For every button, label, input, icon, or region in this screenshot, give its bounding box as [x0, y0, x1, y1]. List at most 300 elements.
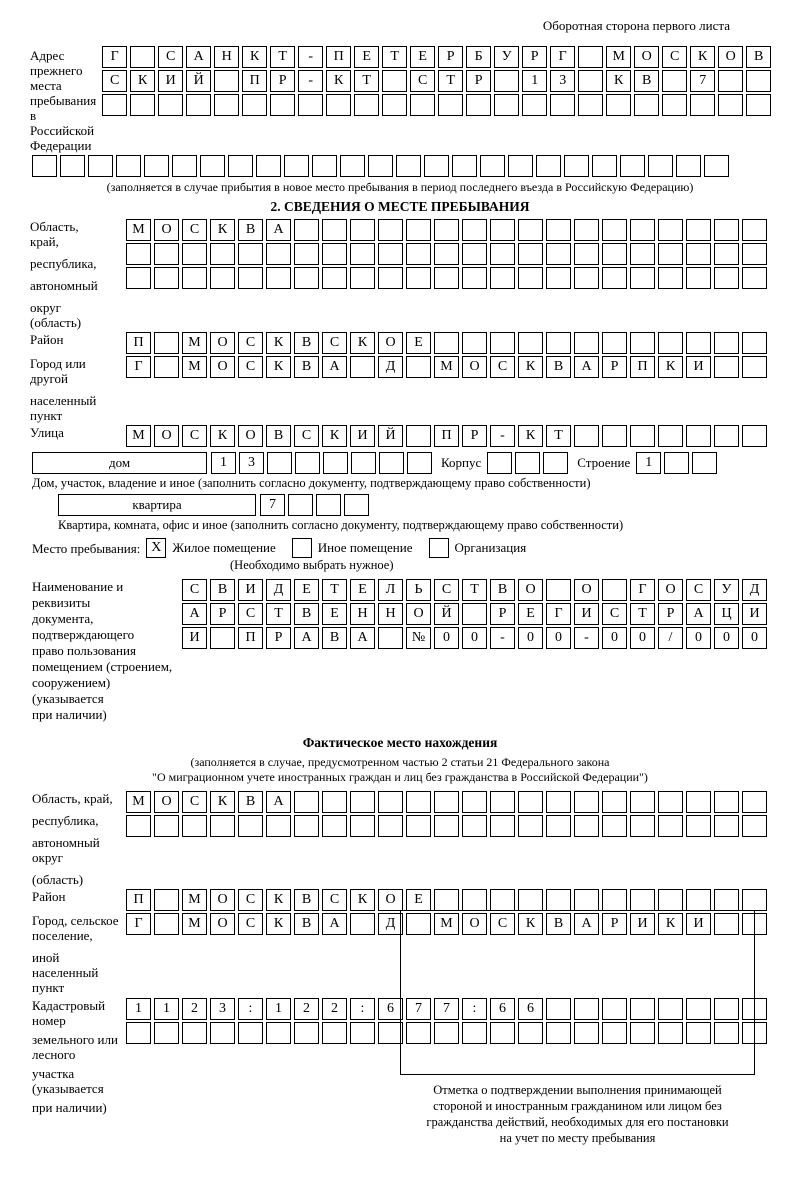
cell[interactable] [578, 46, 603, 68]
cell[interactable]: К [518, 356, 543, 378]
cell[interactable] [406, 219, 431, 241]
cell[interactable] [344, 494, 369, 516]
place-type-checkbox-other[interactable] [292, 538, 312, 558]
cell[interactable] [742, 356, 767, 378]
cell[interactable] [742, 425, 767, 447]
cell[interactable]: О [518, 579, 543, 601]
cell[interactable] [662, 94, 687, 116]
cell[interactable] [288, 494, 313, 516]
cell[interactable] [620, 155, 645, 177]
cell[interactable] [602, 889, 627, 911]
cell[interactable] [102, 94, 127, 116]
cell[interactable] [658, 267, 683, 289]
cell[interactable]: О [658, 579, 683, 601]
cell[interactable] [154, 913, 179, 935]
cell[interactable]: - [298, 70, 323, 92]
cell[interactable] [238, 267, 263, 289]
cell[interactable] [574, 425, 599, 447]
cell[interactable]: 1 [126, 998, 151, 1020]
cell[interactable] [550, 94, 575, 116]
cell[interactable]: Р [522, 46, 547, 68]
cell[interactable] [434, 219, 459, 241]
cell[interactable]: К [690, 46, 715, 68]
cell[interactable] [316, 494, 341, 516]
cell[interactable]: Т [630, 603, 655, 625]
cell[interactable]: Е [354, 46, 379, 68]
cell[interactable] [686, 815, 711, 837]
cell[interactable]: 7 [260, 494, 285, 516]
cell[interactable]: С [434, 579, 459, 601]
cell[interactable] [664, 452, 689, 474]
cell[interactable] [658, 219, 683, 241]
cell[interactable]: С [182, 791, 207, 813]
cell[interactable]: К [518, 913, 543, 935]
cell[interactable]: А [266, 791, 291, 813]
cell[interactable] [518, 332, 543, 354]
cell[interactable] [630, 791, 655, 813]
cell[interactable]: К [658, 913, 683, 935]
cell[interactable]: : [350, 998, 375, 1020]
cell[interactable]: В [322, 627, 347, 649]
cell[interactable]: : [238, 998, 263, 1020]
cell[interactable]: И [686, 913, 711, 935]
cell[interactable] [574, 243, 599, 265]
cell[interactable]: Н [350, 603, 375, 625]
cell[interactable] [182, 1022, 207, 1044]
cell[interactable] [242, 94, 267, 116]
cell[interactable]: Т [354, 70, 379, 92]
cell[interactable]: С [238, 332, 263, 354]
cell[interactable] [462, 267, 487, 289]
cell[interactable]: К [606, 70, 631, 92]
cell[interactable]: К [658, 356, 683, 378]
cell[interactable] [182, 267, 207, 289]
cell[interactable]: О [154, 791, 179, 813]
cell[interactable] [690, 94, 715, 116]
cell[interactable] [648, 155, 673, 177]
cell[interactable]: Р [602, 356, 627, 378]
cell[interactable] [742, 332, 767, 354]
cell[interactable] [494, 70, 519, 92]
cell[interactable]: М [606, 46, 631, 68]
cell[interactable]: 1 [154, 998, 179, 1020]
cell[interactable] [462, 815, 487, 837]
cell[interactable]: В [294, 356, 319, 378]
cell[interactable] [294, 815, 319, 837]
cell[interactable] [546, 815, 571, 837]
cell[interactable] [662, 70, 687, 92]
cell[interactable]: С [102, 70, 127, 92]
cell[interactable] [630, 425, 655, 447]
cell[interactable]: Т [546, 425, 571, 447]
cell[interactable] [322, 791, 347, 813]
cell[interactable]: В [546, 913, 571, 935]
cell[interactable]: И [158, 70, 183, 92]
cell[interactable]: П [434, 425, 459, 447]
cell[interactable] [294, 219, 319, 241]
cell[interactable] [452, 155, 477, 177]
cell[interactable]: С [182, 219, 207, 241]
cell[interactable] [546, 889, 571, 911]
cell[interactable] [686, 791, 711, 813]
cell[interactable]: Р [266, 627, 291, 649]
place-type-checkbox-residential[interactable]: X [146, 538, 166, 558]
place-type-checkbox-organization[interactable] [429, 538, 449, 558]
cell[interactable] [322, 1022, 347, 1044]
cell[interactable]: О [378, 889, 403, 911]
cell[interactable]: - [490, 425, 515, 447]
cell[interactable] [154, 267, 179, 289]
cell[interactable] [267, 452, 292, 474]
cell[interactable]: Г [102, 46, 127, 68]
cell[interactable]: С [662, 46, 687, 68]
cell[interactable]: М [182, 356, 207, 378]
cell[interactable]: К [322, 425, 347, 447]
cell[interactable] [602, 791, 627, 813]
cell[interactable] [266, 267, 291, 289]
cell[interactable]: П [326, 46, 351, 68]
cell[interactable]: К [210, 791, 235, 813]
cell[interactable] [462, 603, 487, 625]
cell[interactable]: Д [742, 579, 767, 601]
cell[interactable] [546, 791, 571, 813]
cell[interactable] [630, 267, 655, 289]
cell[interactable] [543, 452, 568, 474]
cell[interactable] [312, 155, 337, 177]
cell[interactable]: Д [378, 913, 403, 935]
cell[interactable] [658, 332, 683, 354]
cell[interactable]: Т [270, 46, 295, 68]
cell[interactable] [210, 815, 235, 837]
cell[interactable]: 1 [636, 452, 661, 474]
cell[interactable] [574, 889, 599, 911]
cell[interactable] [406, 815, 431, 837]
cell[interactable] [490, 889, 515, 911]
cell[interactable] [686, 243, 711, 265]
cell[interactable] [158, 94, 183, 116]
cell[interactable] [515, 452, 540, 474]
cell[interactable]: 0 [686, 627, 711, 649]
cell[interactable]: К [210, 219, 235, 241]
cell[interactable]: С [182, 425, 207, 447]
cell[interactable] [746, 70, 771, 92]
cell[interactable]: Б [466, 46, 491, 68]
cell[interactable]: С [686, 579, 711, 601]
cell[interactable]: М [182, 332, 207, 354]
cell[interactable] [154, 815, 179, 837]
cell[interactable] [490, 815, 515, 837]
cell[interactable] [350, 1022, 375, 1044]
cell[interactable] [210, 1022, 235, 1044]
cell[interactable] [326, 94, 351, 116]
cell[interactable] [742, 267, 767, 289]
cell[interactable] [354, 94, 379, 116]
cell[interactable]: 7 [406, 998, 431, 1020]
cell[interactable] [382, 94, 407, 116]
cell[interactable]: П [238, 627, 263, 649]
cell[interactable]: Т [462, 579, 487, 601]
cell[interactable]: У [494, 46, 519, 68]
stamp-box[interactable] [400, 910, 755, 1075]
cell[interactable]: М [182, 913, 207, 935]
cell[interactable]: С [158, 46, 183, 68]
cell[interactable]: Р [210, 603, 235, 625]
cell[interactable] [658, 425, 683, 447]
cell[interactable] [686, 219, 711, 241]
cell[interactable]: Г [630, 579, 655, 601]
cell[interactable]: М [126, 425, 151, 447]
cell[interactable] [378, 267, 403, 289]
cell[interactable] [172, 155, 197, 177]
cell[interactable] [266, 1022, 291, 1044]
cell[interactable] [714, 267, 739, 289]
cell[interactable] [490, 791, 515, 813]
cell[interactable] [340, 155, 365, 177]
cell[interactable] [714, 243, 739, 265]
cell[interactable] [714, 219, 739, 241]
cell[interactable] [574, 815, 599, 837]
cell[interactable] [518, 791, 543, 813]
cell[interactable] [522, 94, 547, 116]
cell[interactable]: Р [658, 603, 683, 625]
cell[interactable]: К [130, 70, 155, 92]
cell[interactable]: М [182, 889, 207, 911]
cell[interactable] [210, 267, 235, 289]
cell[interactable]: М [434, 913, 459, 935]
cell[interactable] [116, 155, 141, 177]
cell[interactable]: Е [322, 603, 347, 625]
cell[interactable]: А [350, 627, 375, 649]
cell[interactable] [406, 425, 431, 447]
cell[interactable] [294, 791, 319, 813]
cell[interactable] [434, 332, 459, 354]
cell[interactable] [602, 425, 627, 447]
cell[interactable] [574, 332, 599, 354]
cell[interactable] [406, 791, 431, 813]
cell[interactable]: 1 [211, 452, 236, 474]
cell[interactable] [154, 889, 179, 911]
cell[interactable]: / [658, 627, 683, 649]
cell[interactable] [378, 791, 403, 813]
cell[interactable] [490, 332, 515, 354]
cell[interactable] [154, 243, 179, 265]
cell[interactable] [88, 155, 113, 177]
cell[interactable] [658, 815, 683, 837]
cell[interactable]: Д [378, 356, 403, 378]
cell[interactable] [266, 243, 291, 265]
cell[interactable]: 0 [518, 627, 543, 649]
cell[interactable] [379, 452, 404, 474]
cell[interactable] [508, 155, 533, 177]
cell[interactable]: Ь [406, 579, 431, 601]
cell[interactable]: Г [550, 46, 575, 68]
cell[interactable] [714, 425, 739, 447]
cell[interactable]: О [210, 332, 235, 354]
cell[interactable]: О [718, 46, 743, 68]
cell[interactable]: 3 [210, 998, 235, 1020]
cell[interactable]: В [238, 791, 263, 813]
cell[interactable]: С [410, 70, 435, 92]
cell[interactable] [630, 243, 655, 265]
cell[interactable] [382, 70, 407, 92]
cell[interactable]: К [210, 425, 235, 447]
cell[interactable]: К [518, 425, 543, 447]
cell[interactable] [518, 243, 543, 265]
cell[interactable] [350, 913, 375, 935]
cell[interactable]: С [602, 603, 627, 625]
cell[interactable] [718, 94, 743, 116]
cell[interactable]: С [238, 356, 263, 378]
cell[interactable] [714, 791, 739, 813]
cell[interactable] [210, 243, 235, 265]
cell[interactable]: 0 [630, 627, 655, 649]
cell[interactable] [350, 219, 375, 241]
cell[interactable]: 0 [462, 627, 487, 649]
cell[interactable]: К [266, 913, 291, 935]
cell[interactable]: К [242, 46, 267, 68]
cell[interactable] [606, 94, 631, 116]
cell[interactable]: - [298, 46, 323, 68]
cell[interactable]: П [242, 70, 267, 92]
cell[interactable] [210, 627, 235, 649]
cell[interactable]: С [238, 603, 263, 625]
cell[interactable] [462, 332, 487, 354]
cell[interactable] [406, 356, 431, 378]
cell[interactable] [466, 94, 491, 116]
cell[interactable]: И [574, 603, 599, 625]
cell[interactable]: И [350, 425, 375, 447]
cell[interactable]: С [490, 356, 515, 378]
cell[interactable]: Н [378, 603, 403, 625]
cell[interactable] [378, 219, 403, 241]
cell[interactable] [266, 815, 291, 837]
cell[interactable] [406, 243, 431, 265]
cell[interactable]: 0 [434, 627, 459, 649]
cell[interactable]: С [238, 913, 263, 935]
cell[interactable] [186, 94, 211, 116]
cell[interactable] [434, 267, 459, 289]
cell[interactable]: Й [186, 70, 211, 92]
cell[interactable] [154, 332, 179, 354]
cell[interactable]: К [350, 889, 375, 911]
cell[interactable] [518, 219, 543, 241]
cell[interactable] [602, 815, 627, 837]
cell[interactable]: Р [438, 46, 463, 68]
cell[interactable] [350, 267, 375, 289]
cell[interactable]: А [322, 356, 347, 378]
cell[interactable]: О [154, 425, 179, 447]
cell[interactable]: 0 [602, 627, 627, 649]
cell[interactable] [578, 70, 603, 92]
cell[interactable]: Ц [714, 603, 739, 625]
cell[interactable] [658, 791, 683, 813]
cell[interactable] [742, 815, 767, 837]
cell[interactable] [126, 1022, 151, 1044]
cell[interactable]: П [630, 356, 655, 378]
cell[interactable] [714, 356, 739, 378]
cell[interactable]: А [686, 603, 711, 625]
cell[interactable] [518, 889, 543, 911]
cell[interactable] [592, 155, 617, 177]
cell[interactable]: Е [406, 889, 431, 911]
cell[interactable] [714, 332, 739, 354]
cell[interactable]: 2 [294, 998, 319, 1020]
cell[interactable]: С [294, 425, 319, 447]
cell[interactable] [424, 155, 449, 177]
cell[interactable]: К [266, 332, 291, 354]
cell[interactable] [126, 243, 151, 265]
cell[interactable]: В [294, 889, 319, 911]
cell[interactable]: И [630, 913, 655, 935]
cell[interactable] [284, 155, 309, 177]
cell[interactable]: Л [378, 579, 403, 601]
cell[interactable] [462, 243, 487, 265]
cell[interactable]: П [126, 332, 151, 354]
cell[interactable] [396, 155, 421, 177]
cell[interactable]: И [686, 356, 711, 378]
cell[interactable] [742, 791, 767, 813]
cell[interactable]: 7 [434, 998, 459, 1020]
cell[interactable]: Е [410, 46, 435, 68]
cell[interactable] [574, 219, 599, 241]
cell[interactable] [350, 356, 375, 378]
cell[interactable] [406, 267, 431, 289]
cell[interactable] [407, 452, 432, 474]
cell[interactable] [490, 243, 515, 265]
cell[interactable]: В [266, 425, 291, 447]
cell[interactable]: Е [294, 579, 319, 601]
cell[interactable]: Г [126, 356, 151, 378]
cell[interactable] [546, 332, 571, 354]
cell[interactable]: 6 [518, 998, 543, 1020]
cell[interactable] [294, 267, 319, 289]
cell[interactable]: Г [126, 913, 151, 935]
cell[interactable]: 1 [522, 70, 547, 92]
cell[interactable]: Т [266, 603, 291, 625]
cell[interactable] [378, 243, 403, 265]
cell[interactable]: У [714, 579, 739, 601]
cell[interactable] [60, 155, 85, 177]
cell[interactable] [714, 889, 739, 911]
cell[interactable]: - [574, 627, 599, 649]
cell[interactable]: В [238, 219, 263, 241]
cell[interactable] [434, 243, 459, 265]
cell[interactable]: Т [322, 579, 347, 601]
cell[interactable] [298, 94, 323, 116]
cell[interactable] [144, 155, 169, 177]
cell[interactable] [686, 425, 711, 447]
cell[interactable]: А [322, 913, 347, 935]
cell[interactable]: В [634, 70, 659, 92]
cell[interactable]: В [294, 913, 319, 935]
cell[interactable]: В [210, 579, 235, 601]
cell[interactable] [238, 815, 263, 837]
cell[interactable]: А [186, 46, 211, 68]
house-label-box[interactable]: дом [32, 452, 207, 474]
cell[interactable]: О [462, 356, 487, 378]
cell[interactable]: А [266, 219, 291, 241]
cell[interactable]: С [490, 913, 515, 935]
cell[interactable]: 7 [690, 70, 715, 92]
cell[interactable] [154, 356, 179, 378]
cell[interactable] [322, 243, 347, 265]
cell[interactable] [602, 267, 627, 289]
cell[interactable] [686, 889, 711, 911]
cell[interactable] [130, 46, 155, 68]
cell[interactable] [634, 94, 659, 116]
cell[interactable]: М [126, 219, 151, 241]
cell[interactable] [182, 815, 207, 837]
